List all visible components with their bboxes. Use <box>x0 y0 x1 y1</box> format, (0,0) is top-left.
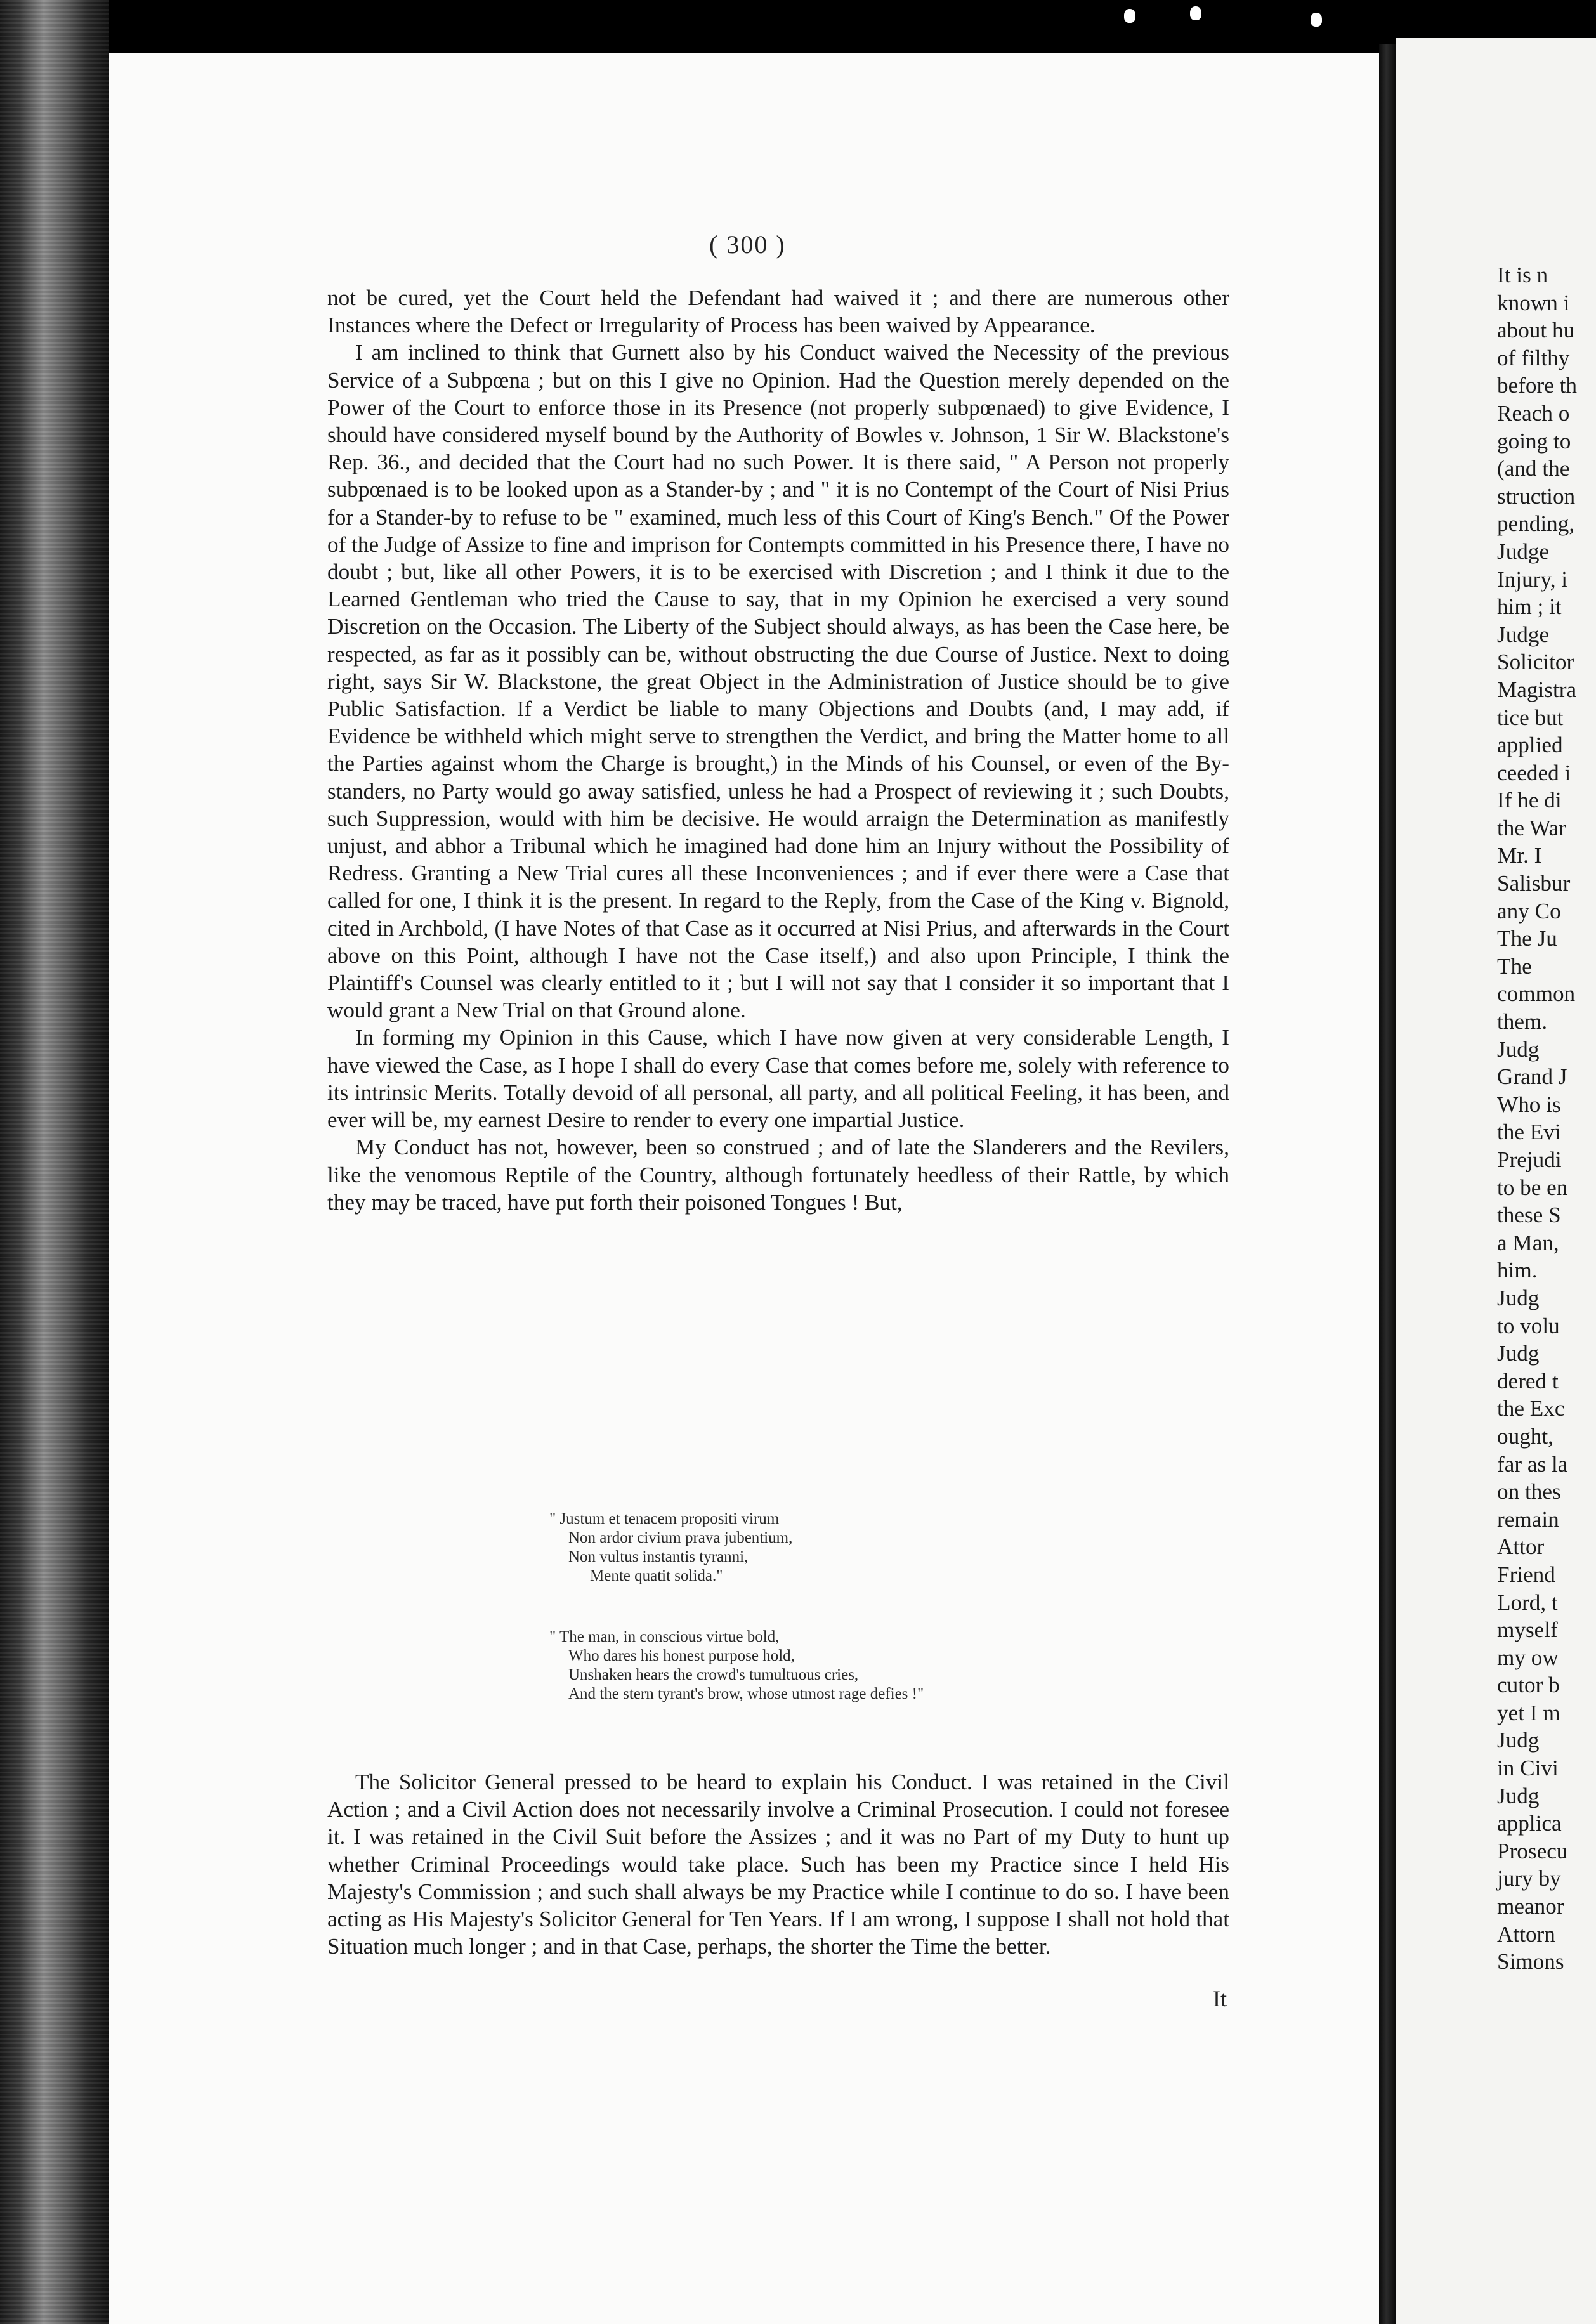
next-page-line: Simons <box>1497 1949 1564 1975</box>
next-page-line: Judg <box>1497 1036 1540 1062</box>
paragraph-solicitor: The Solicitor General pressed to be heard to explain his Conduct. I was retained in the Civil Action ; and a Civil Action does not necessarily involve a Criminal Prosecution. I could not foresee it. I was retained in the Civil Suit before the Assizes ; and it was no Part of my Duty to hunt up whether Criminal Proceedings would take place. Such has been my Practice since I held His Majesty's Commission ; and such shall always be my Practice while I continue to do so. I have been acting as His Majesty's Solicitor General for Ten Years. If I am wrong, I suppose I shall not hold that Situation much longer ; and in that Case, perhaps, the shorter the Time the better. <box>327 1770 1229 1959</box>
paragraph-1: not be cured, yet the Court held the Defendant had waived it ; and there are numerous other Instances where the Defect or Irregularity of Process has been waived by Appearance. <box>327 285 1229 338</box>
next-page-line: Salisbur <box>1497 871 1571 896</box>
next-page-line: on thes <box>1497 1479 1561 1505</box>
next-page-line: Injury, i <box>1497 566 1568 592</box>
main-text-block <box>327 284 1229 1216</box>
next-page-line: meanor <box>1497 1894 1564 1919</box>
next-page-line: dered t <box>1497 1368 1559 1394</box>
book-gutter <box>1379 44 1396 2324</box>
verse-line: Who dares his honest purpose hold, <box>568 1647 795 1664</box>
next-page-line: If he di <box>1497 788 1562 813</box>
verse-line: Unshaken hears the crowd's tumultuous cries, <box>568 1666 859 1683</box>
next-page-line: in Civi <box>1497 1756 1559 1781</box>
paragraph-3: In forming my Opinion in this Cause, which I have now given at very considerable Length, I have viewed the Case, as I hope I shall do every Case that comes before me, solely with reference to its intrinsic Merits. Totally devoid of all personal, all party, and all political Feeling, it has been, and ever will be, my earnest Desire to render to every one impartial Justice. <box>327 1025 1229 1133</box>
next-page-line: my ow <box>1497 1645 1559 1670</box>
next-page-line: known i <box>1497 290 1570 315</box>
next-page-line: Mr. I <box>1497 843 1542 868</box>
scanner-binding-edge <box>0 0 109 2324</box>
verse-line: And the stern tyrant's brow, whose utmost rage defies !" <box>568 1685 924 1702</box>
next-page-line: Judge <box>1497 622 1550 647</box>
next-page-line: The Ju <box>1497 926 1557 951</box>
next-page-line: It is n <box>1497 263 1548 287</box>
next-page-line: the Evi <box>1497 1120 1561 1145</box>
paragraph-4: My Conduct has not, however, been so construed ; and of late the Slanderers and the Revilers, like the venomous Reptile of the Country, although fortunately heedless of their Rattle, by which they may be traced, have put forth their poisoned Tongues ! But, <box>327 1135 1229 1215</box>
next-page-line: myself <box>1497 1617 1558 1643</box>
next-page-line: going to <box>1497 428 1571 454</box>
next-page-line: ought, <box>1497 1423 1553 1449</box>
english-verse-quote <box>549 1628 924 1704</box>
solicitor-general-statement <box>327 1768 1229 1960</box>
scan-background-top <box>109 0 1596 53</box>
next-page-line: Judg <box>1497 1783 1540 1808</box>
next-page-line: struction <box>1497 483 1576 509</box>
scan-mark <box>1190 6 1201 20</box>
next-page-line: these S <box>1497 1203 1561 1228</box>
next-page-line: Who is <box>1497 1092 1561 1117</box>
next-page-line: Judge <box>1497 539 1550 564</box>
next-page-line: applied <box>1497 733 1563 758</box>
next-page-line: him ; it <box>1497 594 1562 620</box>
next-page-line: of filthy <box>1497 345 1570 370</box>
next-page-line: Magistra <box>1497 677 1577 702</box>
next-page-line: common <box>1497 981 1576 1007</box>
next-page-line: Attorn <box>1497 1921 1555 1947</box>
next-page-line: Prejudi <box>1497 1147 1562 1172</box>
next-page-line: far as la <box>1497 1451 1568 1477</box>
next-page-line: applica <box>1497 1811 1562 1836</box>
next-page-line: cutor b <box>1497 1673 1560 1698</box>
next-page-line: (and the <box>1497 456 1570 481</box>
next-page-line: Prosecu <box>1497 1838 1568 1864</box>
next-page-line: Judg <box>1497 1341 1540 1366</box>
next-page-line: to volu <box>1497 1313 1560 1338</box>
verse-line: " Justum et tenacem propositi virum <box>549 1510 780 1527</box>
next-page-line: to be en <box>1497 1175 1568 1200</box>
next-page-line: tice but <box>1497 705 1564 730</box>
next-page-line: Reach o <box>1497 400 1570 426</box>
page-number: ( 300 ) <box>709 230 786 259</box>
next-page-line: pending, <box>1497 511 1575 537</box>
next-page-line: Attor <box>1497 1534 1545 1560</box>
latin-verse-quote <box>549 1510 792 1586</box>
next-page-line: a Man, <box>1497 1230 1559 1255</box>
next-page-text <box>1497 261 1577 1976</box>
catchword: It <box>1213 1986 1227 2011</box>
next-page-line: ceeded i <box>1497 760 1571 785</box>
next-page-line: Grand J <box>1497 1064 1567 1090</box>
paragraph-2: I am inclined to think that Gurnett also by his Conduct waived the Necessity of the previous Service of a Subpœna ; but on this I give no Opinion. Had the Question merely depended on the Power of the Court to enforce those in its Presence (not properly subpœnaed) to give Evidence, I should have considered myself bound by the Authority of Bowles v. Johnson, 1 Sir W. Blackstone's Rep. 36., and decided that the Court had no such Power. It is there said, " A Person not properly subpœnaed is to be looked upon as a Stander-by ; and " it is no Contempt of the Court of Nisi Prius for a Stander-by to refuse to be " examined, much less of this Court of King's Bench." Of the Power of the Judge of Assize to fine and imprison for Contempts committed in his Presence there, I have no doubt ; but, like all other Powers, it is to be exercised with Discretion ; and I think it due to the Learned Gentleman who tried the Cause to say, that in my Opinion he exercised a very sound Discretion on the Occasion. The Liberty of the Subject should always, as has been the Case here, be respected, as far as it possibly can be, without obstructing the due Course of Justice. Next to doing right, says Sir W. Blackstone, the great Object in the Administration of Justice should be to give Public Satisfaction. If a Verdict be liable to many Objections and Doubts (and, I may add, if Evidence be withheld which might serve to strengthen the Verdict, and bring the Matter home to all the Parties against whom the Charge is brought,) in the Minds of his Counsel, or even of the By-standers, no Party would go away satisfied, unless he had a Prospect of reviewing it ; such Doubts, such Suppression, would with him be decisive. He would arraign the Determination as manifestly unjust, and abhor a Tribunal which he imagined had done him an Injury without the Possibility of Redress. Granting a New Trial cures all these Inconveniences ; and if ever there were a Case that called for one, I think it is the present. In regard to the Reply, from the Case of the King v. Bignold, cited in Archbold, (I have Notes of that Case as it occurred at Nisi Prius, and afterwards in the Court above on this Point, although I have not the Case itself,) and also upon Principle, I think the Plaintiff's Counsel was clearly entitled to it ; but I will not say that I consider it so important that I would grant a New Trial on that Ground alone. <box>327 340 1229 1023</box>
next-page-line: any Co <box>1497 898 1561 924</box>
next-page-line: the War <box>1497 815 1566 840</box>
next-page-line: jury by <box>1497 1866 1561 1891</box>
next-page-line: about hu <box>1497 318 1575 343</box>
next-page-line: before th <box>1497 373 1578 398</box>
verse-line: " The man, in conscious virtue bold, <box>549 1628 780 1645</box>
next-page-line: Friend <box>1497 1562 1555 1587</box>
verse-line: Non ardor civium prava jubentium, <box>568 1529 793 1546</box>
next-page-line: him. <box>1497 1258 1538 1283</box>
next-page-line: Solicitor <box>1497 650 1574 675</box>
scan-mark <box>1124 9 1135 23</box>
scan-mark <box>1311 13 1322 27</box>
next-page-line: Judg <box>1497 1285 1540 1310</box>
next-page-line: them. <box>1497 1009 1548 1035</box>
next-page-line: remain <box>1497 1506 1559 1532</box>
next-page-line: Lord, t <box>1497 1590 1558 1615</box>
next-page-line: Judg <box>1497 1728 1540 1753</box>
verse-line: Mente quatit solida." <box>590 1567 723 1584</box>
next-page-line: The <box>1497 953 1532 979</box>
next-page-line: the Exc <box>1497 1396 1565 1421</box>
verse-line: Non vultus instantis tyranni, <box>568 1548 749 1565</box>
next-page-line: yet I m <box>1497 1700 1560 1725</box>
